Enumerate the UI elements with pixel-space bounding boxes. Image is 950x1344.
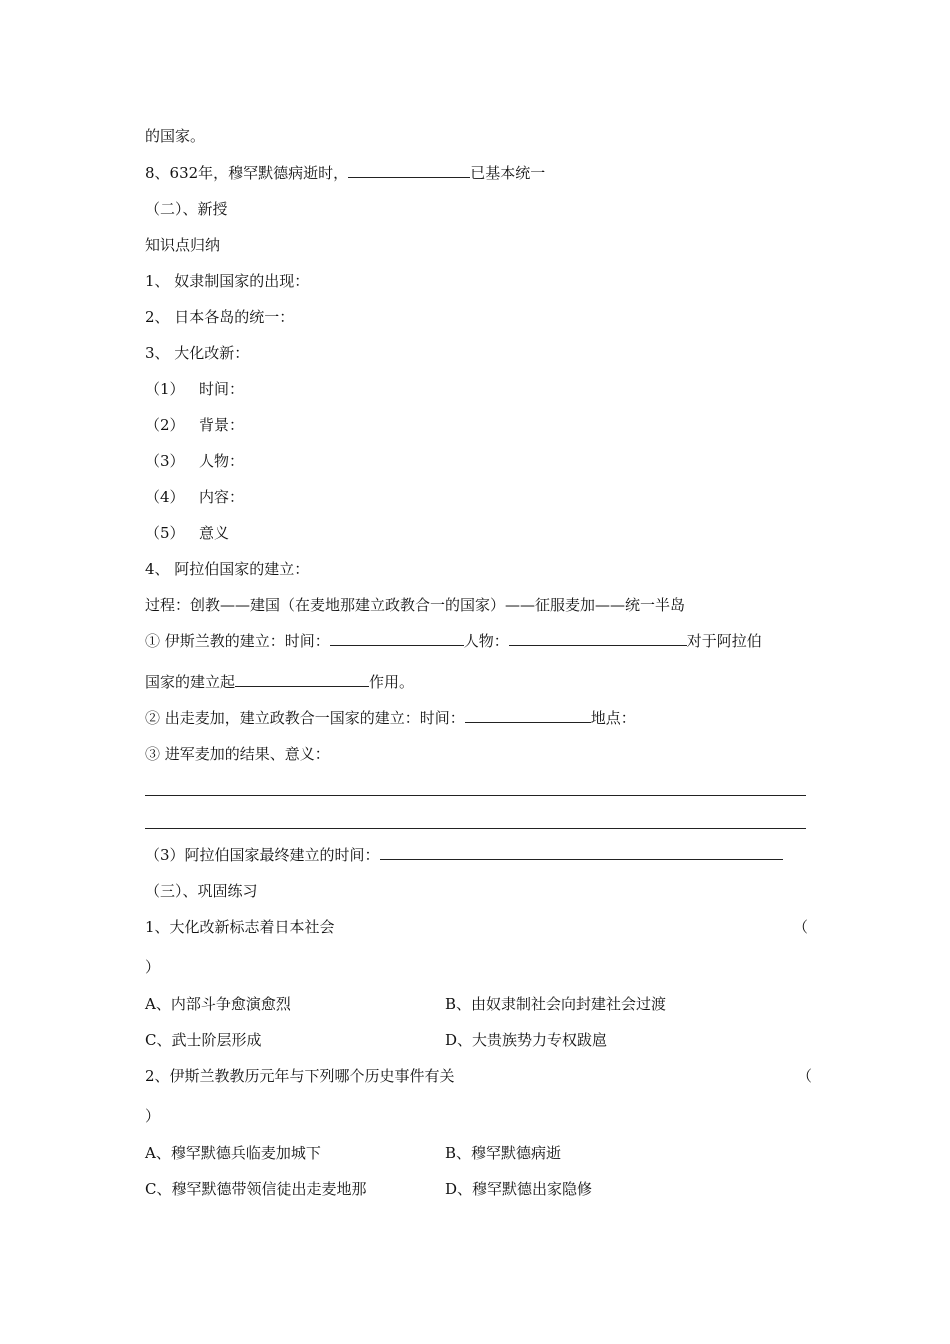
sub-item-1: [145, 379, 244, 399]
sub-item-number: （3）: [145, 452, 185, 470]
answer-paren-open[interactable]: （: [793, 918, 809, 936]
question-8-tail: 已基本统一: [470, 164, 546, 182]
sub-item-text: 人物：: [199, 452, 245, 470]
sub-item-text: 时间：: [199, 380, 245, 398]
option-d[interactable]: D、穆罕默德出家隐修: [445, 1180, 593, 1198]
process-line: 过程：创教——建国（在麦地那建立政教合一的国家）——征服麦加——统一半岛: [145, 596, 686, 614]
question-8: [145, 163, 545, 183]
section-heading-new: （二）、新授: [145, 200, 228, 218]
answer-blank[interactable]: [348, 163, 470, 178]
final-time-blank[interactable]: [380, 845, 783, 860]
final-founding-text: （3）阿拉伯国家最终建立的时间：: [145, 846, 380, 864]
question-stem: 2、伊斯兰教教历元年与下列哪个历史事件有关: [145, 1067, 455, 1085]
islam-founding-line: [145, 631, 762, 651]
final-founding-line: [145, 845, 783, 865]
item-4: 4、 阿拉伯国家的建立：: [145, 560, 310, 578]
sub-item-3: [145, 451, 244, 471]
option-b[interactable]: B、由奴隶制社会向封建社会过渡: [445, 995, 667, 1013]
answer-line[interactable]: [145, 795, 806, 796]
item-1: 1、 奴隶制国家的出现：: [145, 272, 310, 290]
role-text: 国家的建立起: [145, 673, 236, 691]
option-c[interactable]: C、穆罕默德带领信徒出走麦地那: [145, 1180, 367, 1198]
sub-item-number: （5）: [145, 524, 185, 542]
sub-item-5: [145, 523, 229, 543]
answer-line[interactable]: [145, 828, 806, 829]
option-c[interactable]: C、武士阶层形成: [145, 1031, 262, 1049]
option-a[interactable]: A、内部斗争愈演愈烈: [145, 995, 291, 1013]
role-tail: 作用。: [369, 673, 415, 691]
sub-item-number: （2）: [145, 416, 185, 434]
sub-item-2: [145, 415, 244, 435]
sub-item-text: 意义: [199, 524, 230, 542]
sub-item-text: 背景：: [199, 416, 245, 434]
role-label: 对于阿拉伯: [686, 632, 762, 650]
answer-paren-close: ）: [145, 1107, 161, 1125]
section-heading-practice: （三）、巩固练习: [145, 882, 258, 900]
migration-time-blank[interactable]: [465, 708, 591, 723]
person-label: 人物：: [463, 632, 509, 650]
sub-item-text: 内容：: [199, 488, 245, 506]
migration-line: [145, 708, 636, 728]
role-line: [145, 672, 414, 692]
option-d[interactable]: D、大贵族势力专权跋扈: [445, 1031, 608, 1049]
sub-item-4: [145, 487, 244, 507]
mecca-result-line: ③ 进军麦加的结果、意义：: [145, 745, 330, 763]
migration-text: ② 出走麦加，建立政教合一国家的建立：时间：: [145, 709, 465, 727]
continuation-line: 的国家。: [145, 127, 206, 145]
answer-paren-open[interactable]: （: [797, 1067, 813, 1085]
answer-paren-close: ）: [145, 958, 161, 976]
time-blank[interactable]: [330, 631, 464, 646]
item-2: 2、 日本各岛的统一：: [145, 308, 295, 326]
item-3: 3、 大化改新：: [145, 344, 250, 362]
role-blank[interactable]: [235, 672, 369, 687]
option-b[interactable]: B、穆罕默德病逝: [445, 1144, 562, 1162]
option-a[interactable]: A、穆罕默德兵临麦加城下: [145, 1144, 321, 1162]
sub-item-number: （4）: [145, 488, 185, 506]
sub-item-number: （1）: [145, 380, 185, 398]
question-stem: 1、大化改新标志着日本社会: [145, 918, 335, 936]
islam-founding-text: ① 伊斯兰教的建立：时间：: [145, 632, 330, 650]
knowledge-summary-heading: 知识点归纳: [145, 236, 221, 254]
question-8-text: 8、632年，穆罕默德病逝时，: [145, 164, 349, 182]
place-label: 地点：: [590, 709, 636, 727]
person-blank[interactable]: [509, 631, 687, 646]
